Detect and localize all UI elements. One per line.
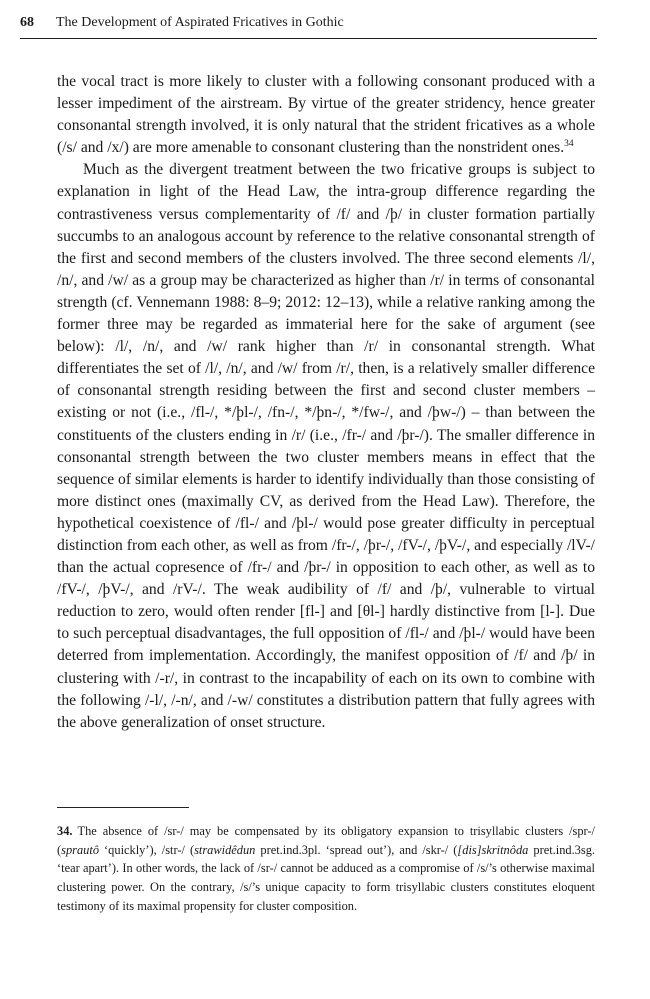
footnote-example-1: sprautô bbox=[61, 842, 100, 857]
footnote-seg-2: ‘quickly’), /str-/ ( bbox=[99, 842, 195, 857]
paragraph-1-text: the vocal tract is more likely to cluster with a following consonant produced with a lesser impediment of the airstream. By virtue of the greater stridency, hence greater consonantal strength involved, it is only natural that the strident fricatives as a whole (/s/ and /x/) are more amenable to consonant clustering than the nonstrident ones. bbox=[57, 73, 595, 157]
paragraph-2: Much as the divergent treatment between the two fricative groups is subject to explanation in light of the Head Law, the intra-group difference regarding the contrastiveness versus complementarity of /f/ and /þ/ in cluster formation partially succumbs to an analogous account by reference to the relative consonantal strength of the first and second members of the clusters involved. The three second elements /l/, /n/, and /w/ as a group may be characterized as higher than /r/ in terms of consonantal strength (cf. Vennemann 1988: 8–9; 2012: 12–13), while a relative ranking among the former three may be regarded as immaterial here for the sake of argument (see below): /l/, /n/, and /w/ rank higher than /r/ in consonantal strength. What differentiates the set of /l/, /n/, and /w/ from /r/, then, is a relatively smaller difference of consonantal strength residing between the first and second cluster members – existing or not (i.e., /fl-/, */þl-/, /fn-/, */þn-/, */fw-/, and /þw-/) – than between the constituents of the clusters ending in /r/ (i.e., /fr-/ and /þr-/). The smaller difference in consonantal strength between the two cluster members means in effect that the sequence of similar elements is harder to identify individually than those consisting of more distinct ones (maximally CV, as derived from the Head Law). Therefore, the hypothetical coexistence of /fl-/ and /þl-/ would pose greater difficulty in perceptual distinction from each other, as well as from /fr-/, /þr-/, /fV-/, /þV-/, and especially /lV-/ than the actual copresence of /fr-/ and /þr-/ in opposition to each other, as well as to /fV-/, /þV-/, and /rV-/. The weak audibility of /f/ and /þ/, vulnerable to virtual reduction to zero, would often render [fl-] and [θl-] hardly distinctive from [l-]. Due to such perceptual disadvantages, the full opposition of /fl-/ and /þl-/ would have been deterred from implementation. Accordingly, the manifest opposition of /f/ and /þ/ in clustering with /-r/, in contrast to the incapability of each on its own to combine with the following /-l/, /-n/, and /-w/ constitutes a distribution pattern that fully agrees with the above generalization of onset structure. bbox=[57, 161, 595, 731]
running-title: The Development of Aspirated Fricatives in Gothic bbox=[56, 15, 344, 30]
footnote-reference: 34 bbox=[564, 139, 574, 150]
body-text bbox=[57, 71, 595, 734]
footnote-seg-1: The absence of /sr-/ may be compensated by its obligatory expansion to trisyllabic clusters /spr-/ ( bbox=[57, 824, 595, 857]
page-number: 68 bbox=[20, 15, 34, 30]
footnote-number: 34. bbox=[57, 824, 73, 838]
running-header bbox=[20, 12, 597, 39]
footnote-34 bbox=[57, 822, 595, 916]
footnote-seg-3: pret.ind.3pl. ‘spread out’), and /skr-/ ( bbox=[255, 842, 458, 857]
footnote-seg-4: pret.ind.3sg. ‘tear apart’). In other words, the lack of /sr-/ cannot be adduced as a compromise of /s/’s otherwise maximal clustering power. On the contrary, /s/’s unique capacity to form trisyllabic clusters constitutes eloquent testimony of its maximal propensity for cluster composition. bbox=[57, 842, 595, 913]
paragraph-1 bbox=[57, 71, 595, 159]
footnote-separator bbox=[57, 807, 189, 808]
footnote-example-3: [dis]skritnôda bbox=[457, 842, 529, 857]
footnote-text bbox=[57, 822, 595, 916]
footnote-example-2: strawidêdun bbox=[194, 842, 256, 857]
